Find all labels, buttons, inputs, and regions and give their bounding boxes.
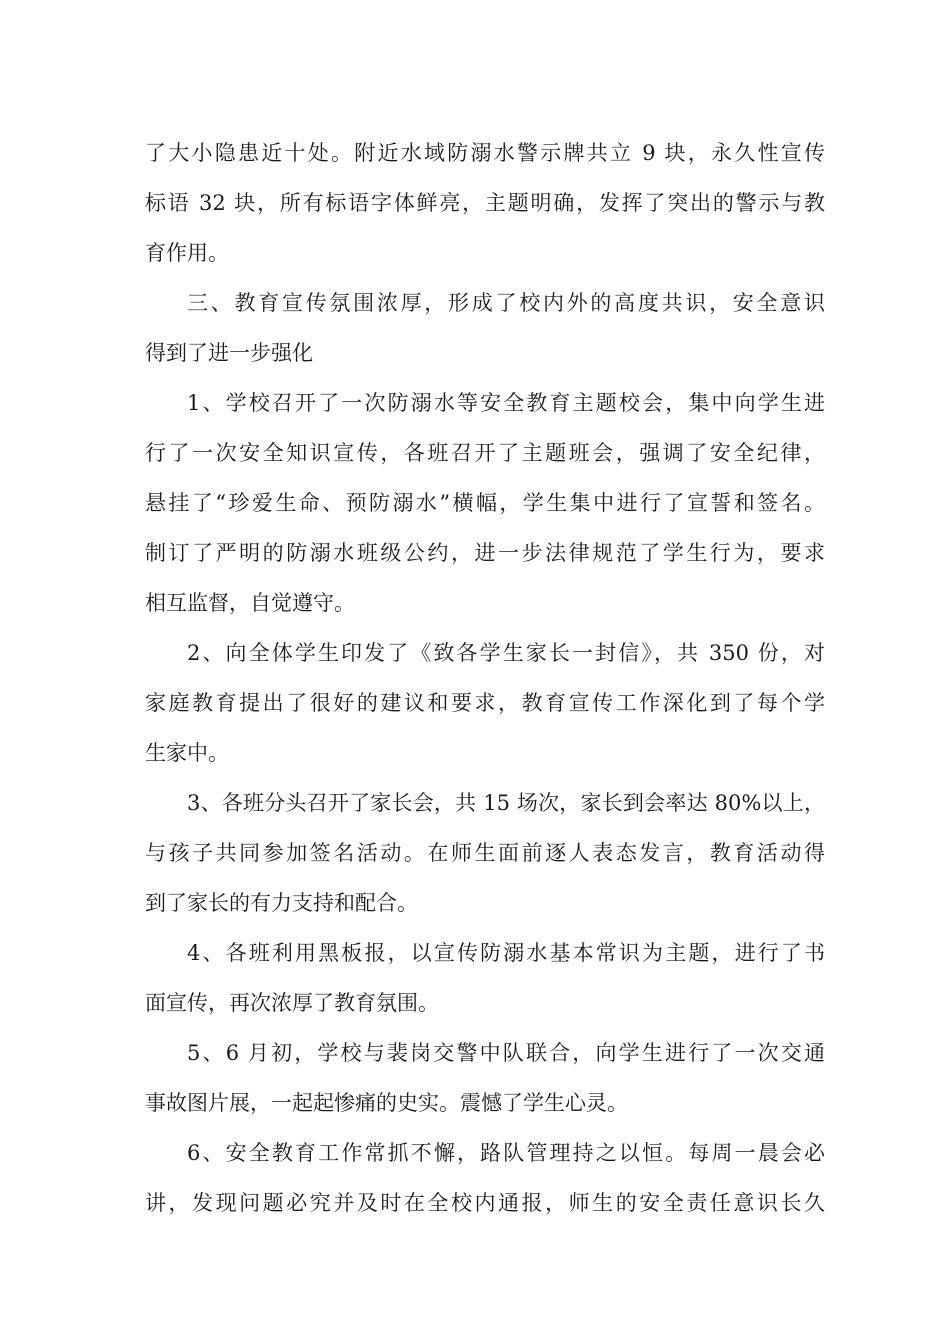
text-line: 家庭教育提出了很好的建议和要求，教育宣传工作深化到了每个学 [145,691,825,715]
text-line: 了大小隐患近十处。附近水域防溺水警示牌共立 9 块，永久性宣传 [145,141,825,165]
text-line: 6、安全教育工作常抓不懈，路队管理持之以恒。每周一晨会必 [187,1141,825,1165]
text-line: 4、各班利用黑板报，以宣传防溺水基本常识为主题，进行了书 [187,941,825,965]
section-heading-three [145,278,825,378]
paragraph-item-3 [145,778,825,928]
paragraph-item-2 [145,628,825,778]
text-line: 行了一次安全知识宣传，各班召开了主题班会，强调了安全纪律， [145,441,825,465]
text-line: 得到了进一步强化 [145,341,313,365]
text-line: 与孩子共同参加签名活动。在师生面前逐人表态发言，教育活动得 [145,841,825,865]
document-body [145,128,825,1228]
text-line: 制订了严明的防溺水班级公约，进一步法律规范了学生行为，要求 [145,541,825,565]
text-line: 相互监督，自觉遵守。 [145,591,355,615]
text-line: 标语 32 块，所有标语字体鲜亮，主题明确，发挥了突出的警示与教 [145,191,825,215]
paragraph-item-6 [145,1128,825,1228]
text-line: 三、教育宣传氛围浓厚，形成了校内外的高度共识，安全意识 [187,291,825,315]
text-line: 3、各班分头召开了家长会，共 15 场次，家长到会率达 80%以上， [187,791,825,815]
text-line: 育作用。 [145,241,229,265]
paragraph-item-5 [145,1028,825,1128]
paragraph-item-4 [145,928,825,1028]
paragraph-hazard-signs [145,128,825,278]
text-line: 事故图片展，一起起惨痛的史实。震憾了学生心灵。 [145,1091,628,1115]
text-line: 面宣传，再次浓厚了教育氛围。 [145,991,439,1015]
text-line: 生家中。 [145,741,229,765]
text-line: 悬挂了“珍爱生命、预防溺水”横幅，学生集中进行了宣誓和签名。 [145,491,825,515]
text-line: 到了家长的有力支持和配合。 [145,891,418,915]
text-line: 2、向全体学生印发了《致各学生家长一封信》，共 350 份，对 [187,641,825,665]
text-line: 5、6 月初，学校与裴岗交警中队联合，向学生进行了一次交通 [187,1041,825,1065]
paragraph-item-1 [145,378,825,628]
text-line: 1、学校召开了一次防溺水等安全教育主题校会，集中向学生进 [187,391,825,415]
text-line: 讲，发现问题必究并及时在全校内通报，师生的安全责任意识长久 [145,1191,825,1215]
